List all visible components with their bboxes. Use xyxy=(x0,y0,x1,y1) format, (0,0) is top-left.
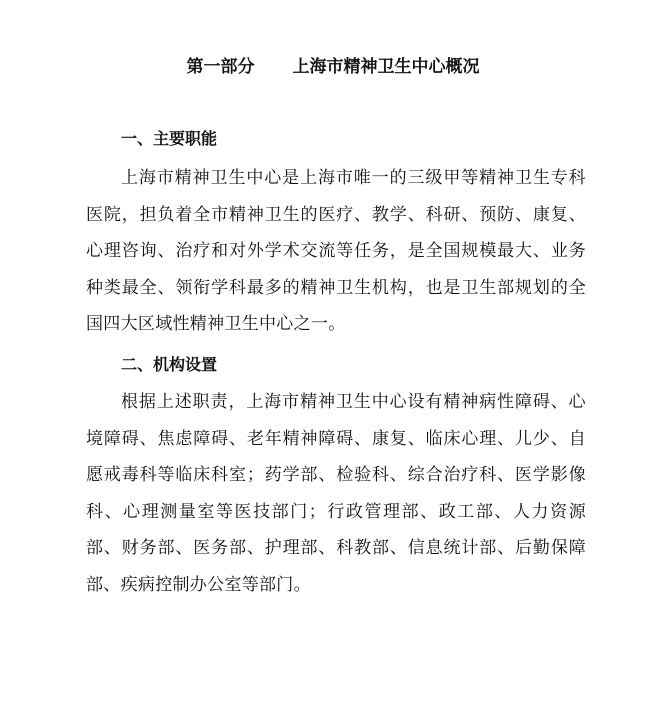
page-title xyxy=(0,55,666,79)
section-paragraph-main-functions: 上海市精神卫生中心是上海市唯一的三级甲等精神卫生专科医院，担负着全市精神卫生的医疗、教学、科研、预防、康复、心理咨询、治疗和对外学术交流等任务，是全国规模最大、业务种类最全、领衔学科最多的精神卫生机构，也是卫生部规划的全国四大区域性精神卫生中心之一。 xyxy=(86,168,586,334)
title-text: 上海市精神卫生中心概况 xyxy=(292,57,480,77)
title-part: 第一部分 xyxy=(186,57,255,77)
section-heading-organization: 二、机构设置 xyxy=(121,355,218,374)
section-paragraph-organization: 根据上述职责，上海市精神卫生中心设有精神病性障碍、心境障碍、焦虑障碍、老年精神障碍、康复、临床心理、儿少、自愿戒毒科等临床科室；药学部、检验科、综合治疗科、医学影像科、心理测量室等医技部门；行政管理部、政工部、人力资源部、财务部、医务部、护理部、科教部、信息统计部、后勤保障部、疾病控制办公室等部门。 xyxy=(86,392,586,595)
section-heading-main-functions: 一、主要职能 xyxy=(121,129,218,148)
